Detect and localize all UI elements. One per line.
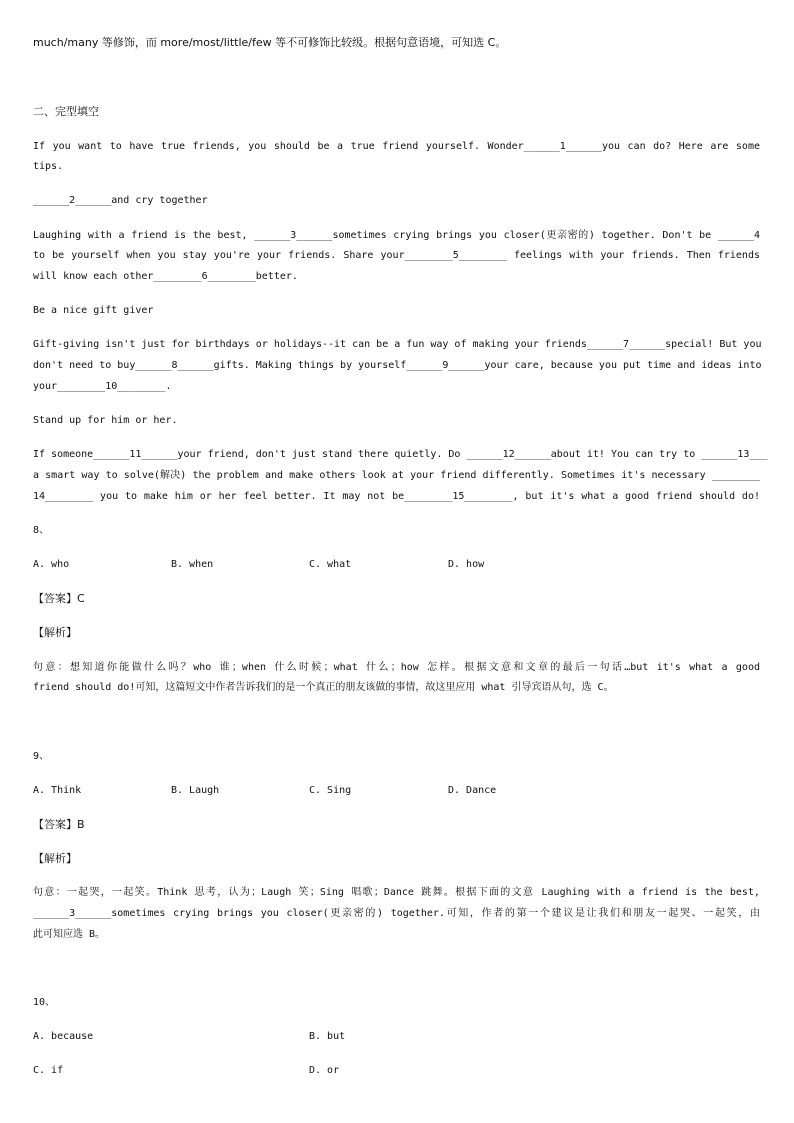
section-heading: 二、完型填空 bbox=[33, 105, 99, 118]
analysis-line: 句意：想知道你能做什么吗？who 谁；when 什么时候；what 什么；how 怎样。根据文意和文章的最后一句话…but it's what a good bbox=[33, 662, 760, 673]
question-number: 8、 bbox=[33, 525, 50, 536]
analysis-line: 句意：一起哭，一起笑。Think 思考，认为；Laugh 笑；Sing 唱歌；Dance 跳舞。根据下面的文意 Laughing with a friend is the best, bbox=[33, 887, 760, 898]
passage-line: Laughing with a friend is the best, ______3______sometimes crying brings you closer(更亲密的) together. Don't be ______4 bbox=[33, 230, 760, 241]
option-b: B. but bbox=[309, 1031, 346, 1042]
option-a: A. Think bbox=[33, 785, 82, 796]
option-c: C. if bbox=[33, 1065, 64, 1076]
analysis-label: 【解析】 bbox=[33, 626, 77, 639]
option-b: B. when bbox=[171, 559, 214, 570]
passage-line: will know each other________6________better. bbox=[33, 271, 298, 282]
option-a: A. because bbox=[33, 1031, 94, 1042]
analysis-line: friend should do!可知，这篇短文中作者告诉我们的是一个真正的朋友该做的事情，故这里应用 what 引导宾语从句，选 C。 bbox=[33, 682, 614, 693]
passage-line: If you want to have true friends, you should be a true friend yourself. Wonder______1______you can do? Here are some bbox=[33, 141, 760, 152]
passage-line: If someone______11______your friend, don't just stand there quietly. Do ______12______about it! You can try to ______13___ bbox=[33, 449, 768, 460]
option-b: B. Laugh bbox=[171, 785, 220, 796]
passage-line: tips. bbox=[33, 161, 64, 172]
passage-line: Gift-giving isn't just for birthdays or holidays--it can be a fun way of making your friends______7______special! But you bbox=[33, 339, 762, 350]
answer-label: 【答案】C bbox=[33, 592, 85, 605]
option-d: D. or bbox=[309, 1065, 340, 1076]
passage-line: ______2______and cry together bbox=[33, 195, 208, 206]
question-number: 10、 bbox=[33, 997, 56, 1008]
analysis-line: 此可知应选 B。 bbox=[33, 929, 106, 940]
previous-explanation-tail: much/many 等修饰，而 more/most/little/few 等不可修饰比较级。根据句意语境，可知选 C。 bbox=[33, 36, 507, 49]
question-number: 9、 bbox=[33, 751, 50, 762]
passage-line: don't need to buy______8______gifts. Making things by yourself______9______your care, because you put time and ideas into bbox=[33, 360, 762, 371]
analysis-label: 【解析】 bbox=[33, 852, 77, 865]
passage-line: 14________ you to make him or her feel better. It may not be________15________, but it's what a good friend should do! bbox=[33, 491, 760, 502]
option-c: C. Sing bbox=[309, 785, 352, 796]
option-d: D. Dance bbox=[448, 785, 497, 796]
analysis-line: ______3______sometimes crying brings you closer(更亲密的) together.可知，作者的第一个建议是让我们和朋友一起哭、一起笑，由 bbox=[33, 908, 760, 919]
answer-label: 【答案】B bbox=[33, 818, 85, 831]
passage-line: a smart way to solve(解决) the problem and make others look at your friend differently. Sometimes it's necessary ________ bbox=[33, 470, 760, 481]
passage-line: Stand up for him or her. bbox=[33, 415, 178, 426]
passage-line: Be a nice gift giver bbox=[33, 305, 154, 316]
option-a: A. who bbox=[33, 559, 70, 570]
option-c: C. what bbox=[309, 559, 352, 570]
option-d: D. how bbox=[448, 559, 485, 570]
passage-line: to be yourself when you stay you're your friends. Share your________5________ feelings with your friends. Then friends bbox=[33, 250, 760, 261]
passage-line: your________10________. bbox=[33, 381, 172, 392]
